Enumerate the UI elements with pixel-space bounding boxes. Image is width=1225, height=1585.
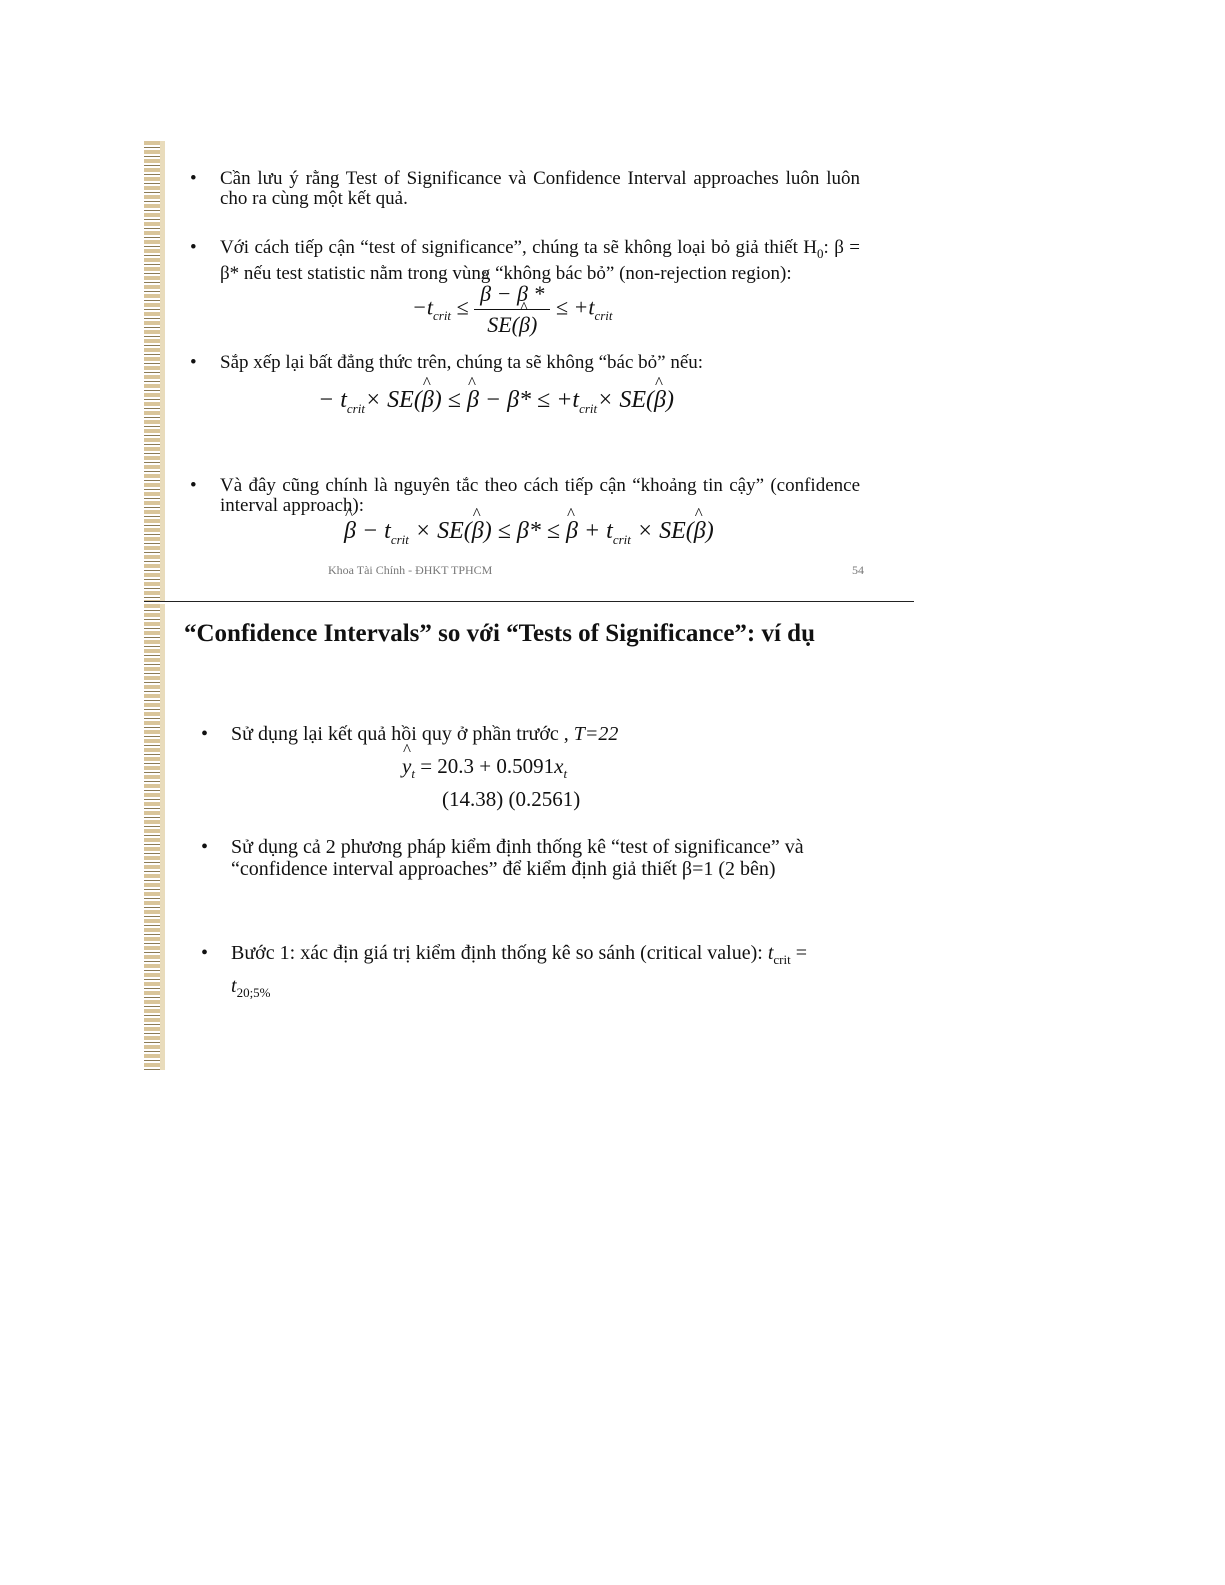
h0-subscript: 0 (817, 245, 824, 261)
bullet-regression-reuse: • Sử dụng lại kết quả hồi quy ở phần trước , T=22 (201, 723, 619, 745)
slide-example (144, 604, 914, 1070)
bullet-step-1: • Bước 1: xác địn giá trị kiểm định thống kê so sánh (critical value): $t_{crit} = t_{20;5\%}$ (201, 942, 808, 1000)
formula-rearranged-inequality: − $t_{crit}\times$ SE(^ β) ≤ ^ $\beta - \beta* \le +t_{crit}\times$ SE(^ β) (318, 387, 674, 417)
bullet-text: Bước 1: xác địn giá trị kiểm định thống kê so sánh (critical value): (231, 942, 763, 964)
bullet-both-methods: • Sử dụng cả 2 phương pháp kiểm định thống kê “test of significance” và “confidence interval approaches” để kiểm định giả thiết β=1 (2 bên) (201, 836, 804, 880)
bullet-text: Sử dụng lại kết quả hồi quy ở phần trước , (231, 723, 569, 745)
footer-page-number: 54 (852, 563, 864, 577)
bullet-text: Sắp xếp lại bất đẳng thức trên, chúng ta sẽ không “bác bỏ” nếu: (220, 352, 704, 373)
formula-regression-equation: ^ $y_t = 20.3 + 0.5091x_t$ (402, 754, 567, 782)
slide-title: “Confidence Intervals” so với “Tests of Significance”: ví dụ (184, 620, 815, 647)
bullet-rearrange: • Sắp xếp lại bất đẳng thức trên, chúng ta sẽ không “bác bỏ” nếu: (190, 352, 704, 373)
critical-value-subscript: 20;5% (236, 985, 271, 1000)
decorative-stripe (144, 604, 165, 1070)
bullet-text: : β = β* nếu test statistic nằm trong vùng “không bác bỏ” (non-rejection region): (220, 237, 860, 284)
formula-standard-errors (442, 787, 580, 812)
regression-coefficients: = 20.3 + 0.5091 (420, 754, 555, 778)
bullet-text: Sử dụng cả 2 phương pháp kiểm định thống kê “test of significance” và “confidence interval approaches” để kiểm định giả thiết β=1 (2 bên) (231, 836, 804, 880)
bullet-same-result: • Cần lưu ý rằng Test of Significance và Confidence Interval approaches luôn luôn cho ra cùng một kết quả. (190, 168, 860, 209)
bullet-confidence-interval: • Và đây cũng chính là nguyên tắc theo cách tiếp cận “khoảng tin cậy” (confidence interval approach): (190, 475, 860, 516)
standard-errors: (14.38) (0.2561) (442, 787, 581, 811)
sample-size: T=22 (573, 723, 619, 745)
bullet-test-of-significance: • Với cách tiếp cận “test of significance”, chúng ta sẽ không loại bỏ giả thiết $H_0$: β = β* nếu test statistic nằm trong vùng “không bác bỏ” (non-rejection region): (190, 237, 860, 284)
bullet-text: Và đây cũng chính là nguyên tắc theo cách tiếp cận “khoảng tin cậy” (confidence interval approach): (220, 475, 860, 516)
decorative-stripe (144, 141, 165, 601)
formula-test-statistic-region: $-t_{crit}$ ≤ ^ $\frac{\beta - \beta *}{SE(\^{} \beta)}$ ≤ $+t_{crit}$ (412, 281, 613, 338)
slide-54 (144, 141, 914, 602)
bullet-text: Với cách tiếp cận “test of significance”, chúng ta sẽ không loại bỏ giả thiết H (220, 237, 818, 258)
formula-confidence-interval: ^ $\beta - t_{crit}$ × SE(^ β) ≤ β* ≤ ^ $\beta + t_{crit}$ × SE(^ β) (344, 518, 714, 548)
bullet-text: Cần lưu ý rằng Test of Significance và Confidence Interval approaches luôn luôn cho ra cùng một kết quả. (220, 168, 860, 209)
footer-institution: Khoa Tài Chính - ĐHKT TPHCM (328, 563, 493, 577)
